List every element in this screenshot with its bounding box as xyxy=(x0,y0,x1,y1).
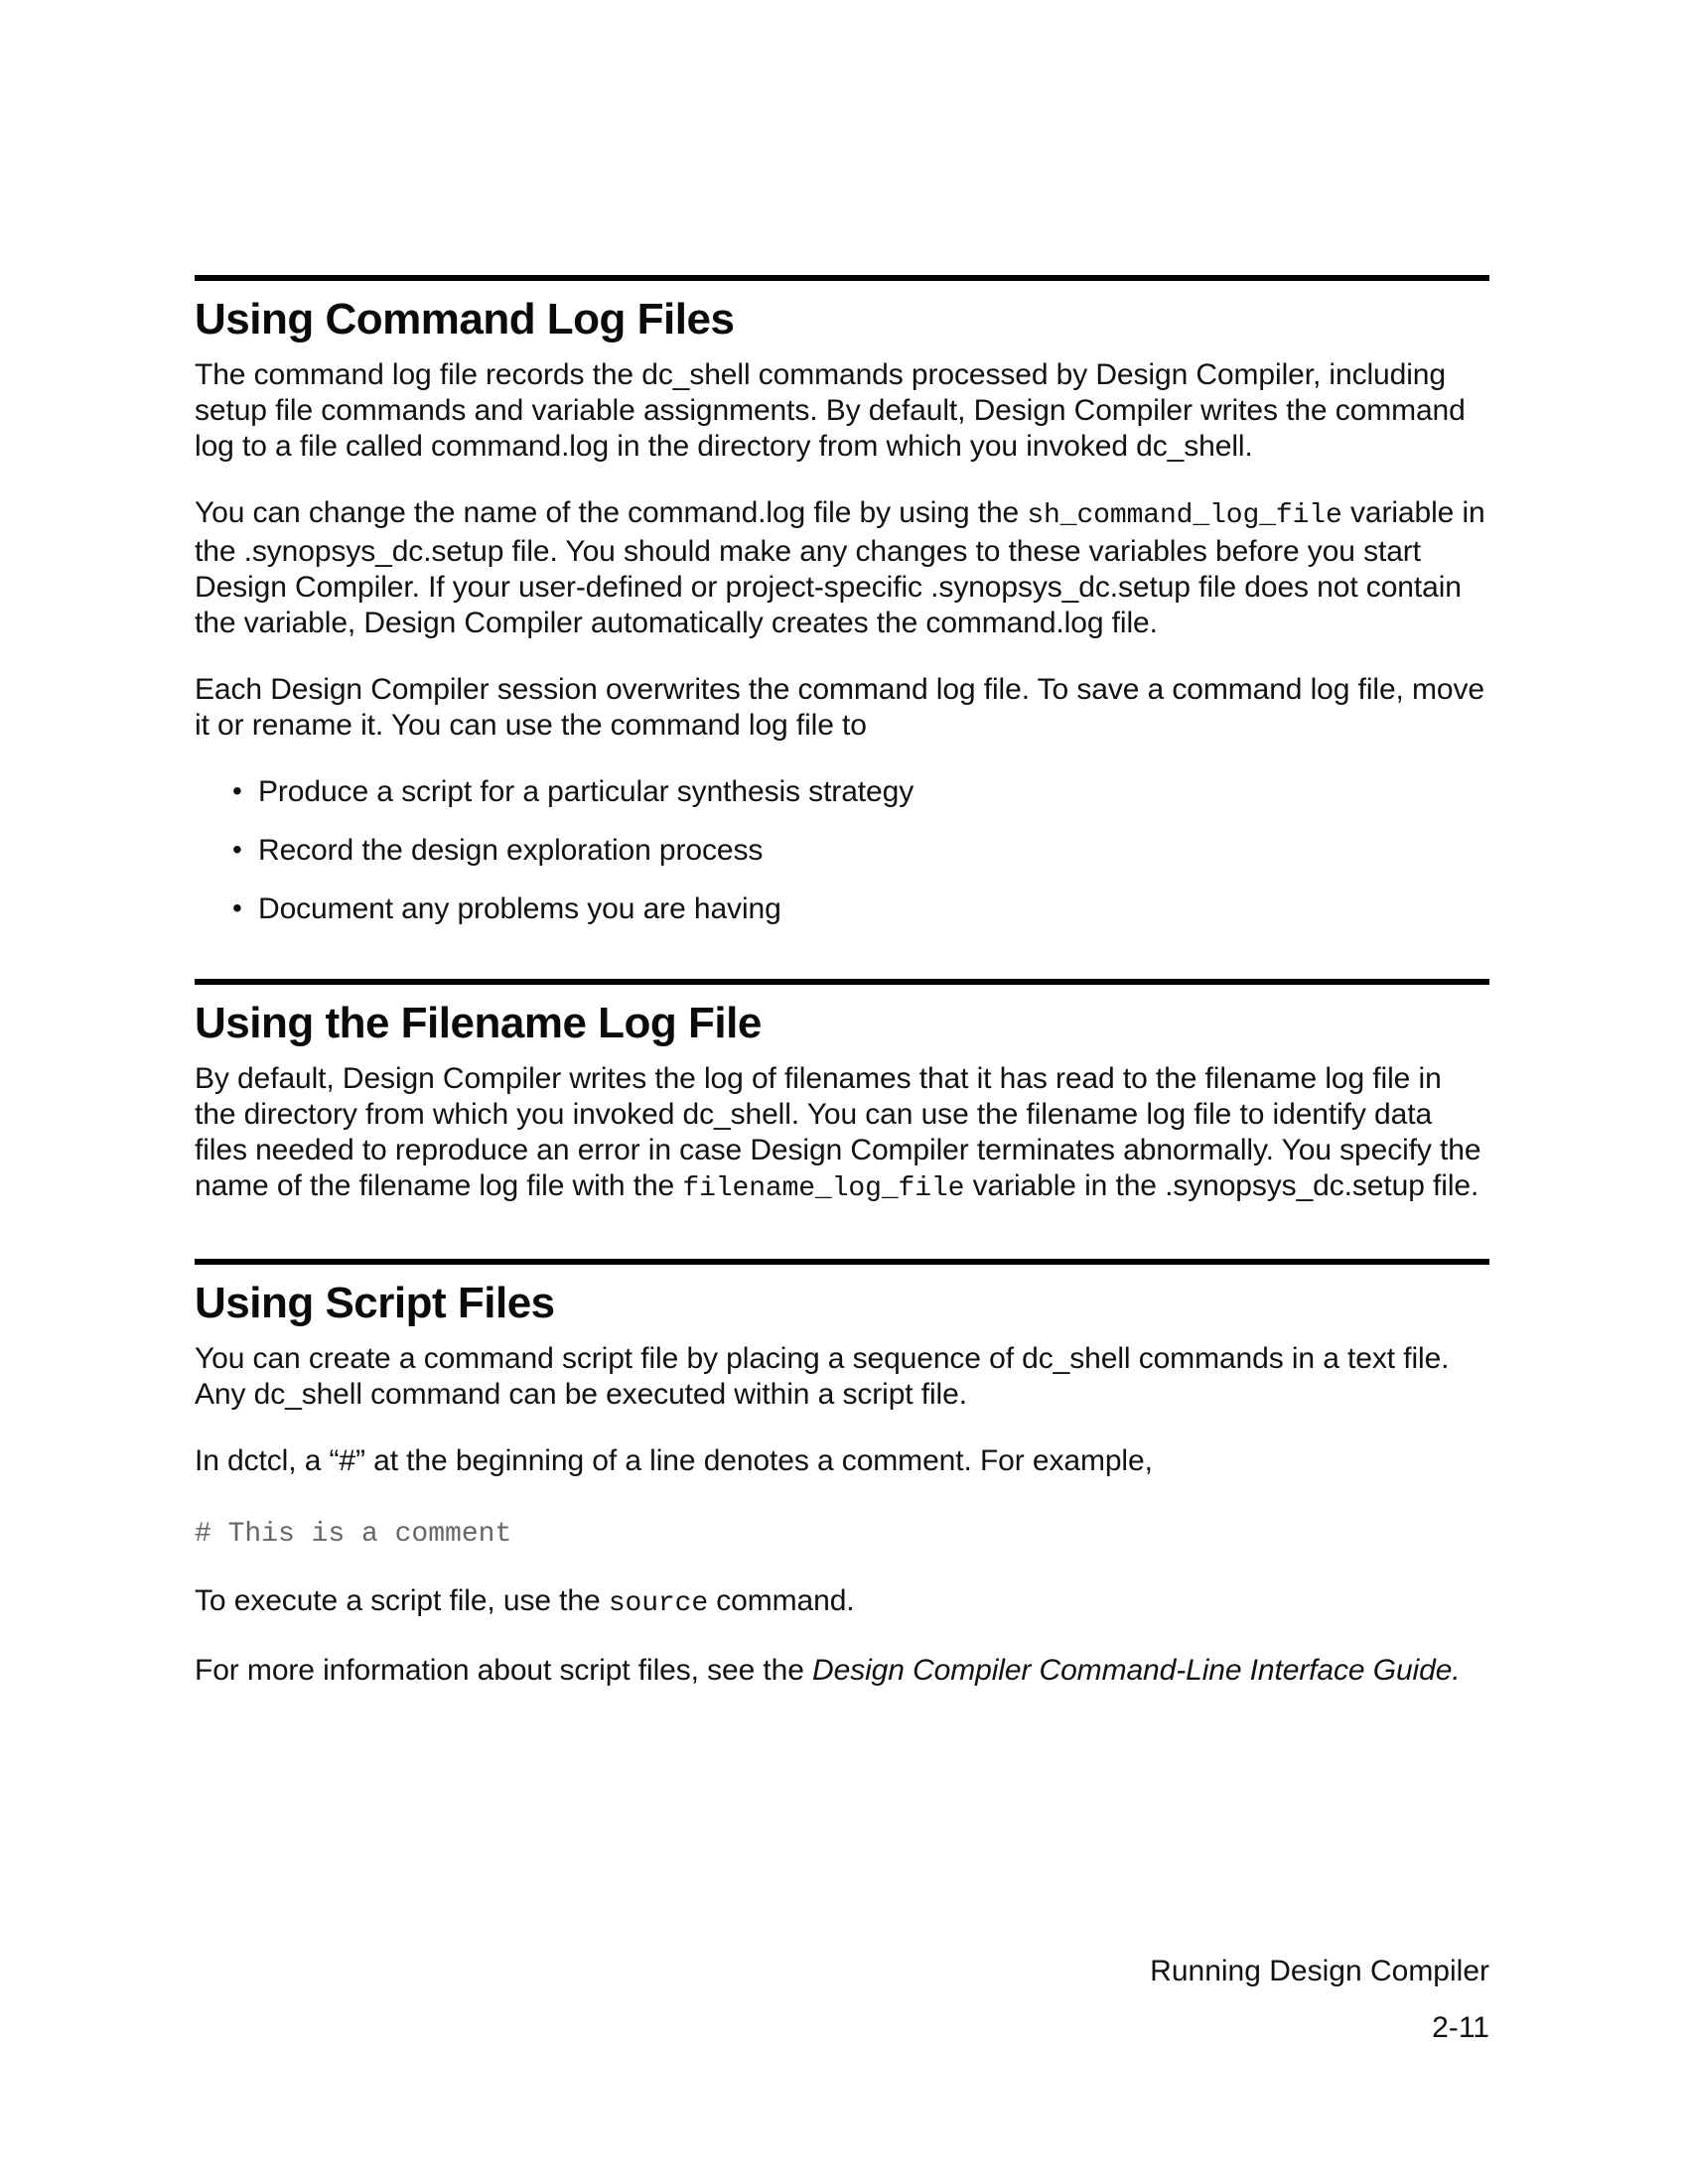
text-run: For more information about script files, see the xyxy=(195,1654,813,1687)
section-divider xyxy=(195,275,1489,281)
section-heading-script-files: Using Script Files xyxy=(195,1279,555,1327)
footer-chapter-title: Running Design Compiler xyxy=(1150,1955,1489,1987)
text-run: You can create a command script file by placing a sequence of dc_shell commands in a text file. Any dc_shell command can be executed within a script file. xyxy=(195,1342,1450,1411)
footer-page-number: 2-11 xyxy=(1432,2011,1489,2044)
text-run: To execute a script file, use the xyxy=(195,1584,609,1617)
section-divider xyxy=(195,1259,1489,1265)
book-title-reference: Design Compiler Command-Line Interface Guide. xyxy=(812,1654,1461,1687)
bullet-list xyxy=(195,774,1489,927)
page-content xyxy=(195,275,1489,1719)
bullet-icon: • xyxy=(232,834,242,865)
paragraph xyxy=(195,1583,1489,1622)
text-run: variable in the .synopsys_dc.setup file. You should make any changes to these variables before you start Design Compiler. If your user-defined or project-specific .synopsys_dc.setup file does not contain the variable, Design Compiler automatically creates the command.log file. xyxy=(195,496,1485,639)
list-item-text: Produce a script for a particular synthesis strategy xyxy=(258,775,914,808)
text-run: command. xyxy=(708,1584,855,1617)
text-run: variable in the .synopsys_dc.setup file. xyxy=(964,1169,1479,1202)
inline-code-source: source xyxy=(608,1588,709,1619)
list-item-text: Document any problems you are having xyxy=(258,892,781,925)
section-command-log xyxy=(195,275,1489,927)
bullet-icon: • xyxy=(232,775,242,806)
list-item-text: Record the design exploration process xyxy=(258,834,764,867)
section-heading-command-log: Using Command Log Files xyxy=(195,295,735,343)
paragraph xyxy=(195,357,1489,465)
paragraph xyxy=(195,1341,1489,1413)
page-footer xyxy=(1150,1954,1489,2046)
inline-code-sh-command-log-file: sh_command_log_file xyxy=(1027,500,1342,531)
section-script-files xyxy=(195,1259,1489,1689)
paragraph xyxy=(195,1443,1489,1479)
inline-code-filename-log-file: filename_log_file xyxy=(682,1173,965,1204)
paragraph xyxy=(195,672,1489,744)
code-sample-comment: # This is a comment xyxy=(195,1519,512,1550)
bullet-icon: • xyxy=(232,892,242,923)
list-item xyxy=(195,891,1489,927)
text-run: Each Design Compiler session overwrites the command log file. To save a command log file, move it or rename it. You can use the command log file to xyxy=(195,673,1484,742)
paragraph xyxy=(195,1653,1489,1689)
text-run: The command log file records the dc_shell commands processed by Design Compiler, including setup file commands and variable assignments. By default, Design Compiler writes the command log to a file called command.log in the directory from which you invoked dc_shell. xyxy=(195,358,1466,463)
paragraph xyxy=(195,495,1489,641)
paragraph xyxy=(195,1061,1489,1207)
text-run: By default, Design Compiler writes the log of filenames that it has read to the filename log file in the directory from which you invoked dc_shell. You can use the filename log file to identify data files needed to reproduce an error in case Design Compiler terminates abnormally. You specify the name of the filename log file with the xyxy=(195,1062,1481,1202)
section-filename-log xyxy=(195,979,1489,1207)
section-divider xyxy=(195,979,1489,985)
text-run: In dctcl, a “#” at the beginning of a line denotes a comment. For example, xyxy=(195,1444,1153,1477)
text-run: You can change the name of the command.log file by using the xyxy=(195,496,1028,529)
list-item xyxy=(195,774,1489,810)
section-heading-filename-log: Using the Filename Log File xyxy=(195,999,762,1047)
list-item xyxy=(195,833,1489,869)
